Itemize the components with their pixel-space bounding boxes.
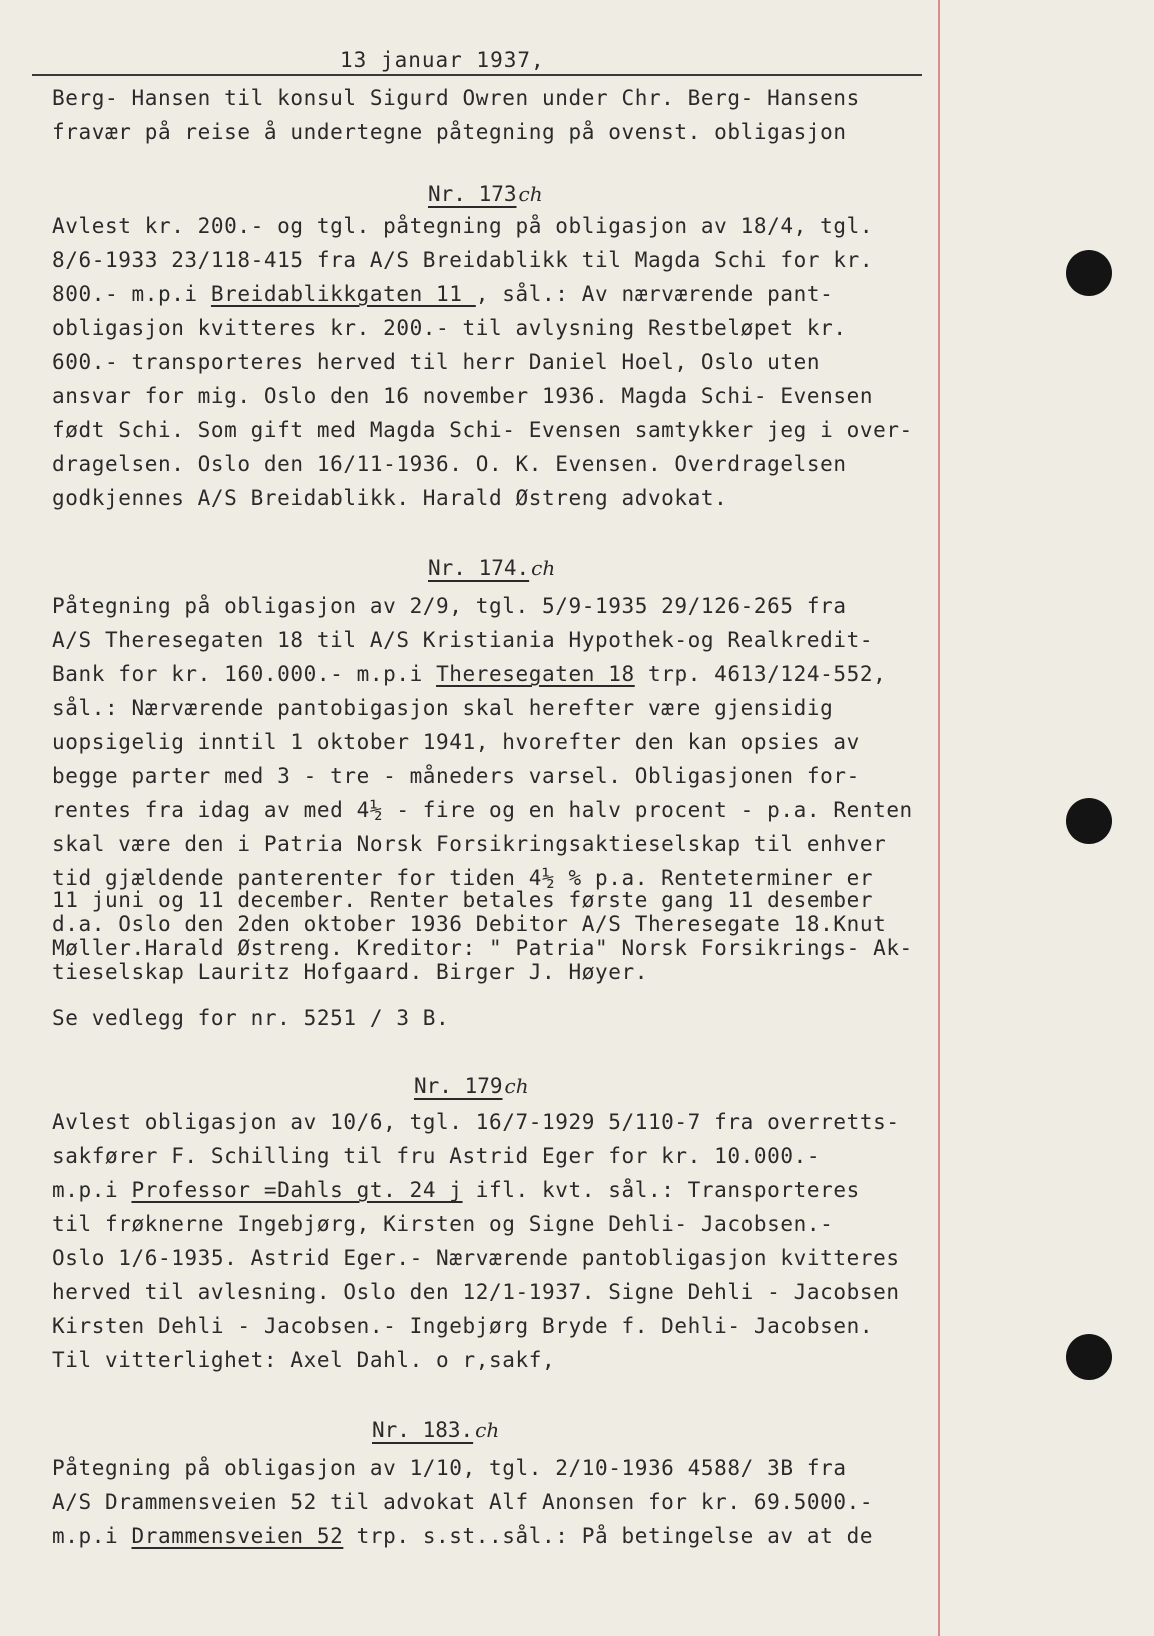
entry-number: Nr. 179 ch [414,1074,529,1098]
entry-line: Se vedlegg for nr. 5251 / 3 B. [52,1006,450,1030]
entry-line: Påtegning på obligasjon av 2/9, tgl. 5/9-1935 29/126-265 fra [52,594,847,618]
entry-line: uopsigelig inntil 1 oktober 1941, hvorefter den kan opsies av [52,730,860,754]
header-rule [32,74,922,76]
entry-line: A/S Drammensveien 52 til advokat Alf Anonsen for kr. 69.5000.- [52,1490,874,1514]
entry-line: Til vitterlighet: Axel Dahl. o r,sakf, [52,1348,556,1372]
intro-line: fravær på reise å undertegne påtegning på ovenst. obligasjon [52,120,847,144]
entry-line: Møller.Harald Østreng. Kreditor: " Patria" Norsk Forsikrings- Ak- [52,936,913,960]
entry-line: d.a. Oslo den 2den oktober 1936 Debitor A/S Theresegate 18.Knut [52,912,887,936]
entry-line: Avlest obligasjon av 10/6, tgl. 16/7-1929 5/110-7 fra overretts- [52,1110,900,1134]
punch-hole [1066,1334,1112,1380]
entry-line: til frøknerne Ingebjørg, Kirsten og Signe Dehli- Jacobsen.- [52,1212,834,1236]
entry-line: m.p.i Professor =Dahls gt. 24 j ifl. kvt. sål.: Transporteres [52,1178,860,1202]
entry-line: herved til avlesning. Oslo den 12/1-1937. Signe Dehli - Jacobsen [52,1280,900,1304]
property-address: Breidablikkgaten 11 [210,282,476,306]
entry-line: tieselskap Lauritz Hofgaard. Birger J. Høyer. [52,960,648,984]
entry-line: m.p.i Drammensveien 52 trp. s.st..sål.: På betingelse av at de [52,1524,874,1548]
initials-mark: ch [531,556,556,580]
entry-line: A/S Theresegaten 18 til A/S Kristiania Hypothek-og Realkredit- [52,628,874,652]
intro-line: Berg- Hansen til konsul Sigurd Owren under Chr. Berg- Hansens [52,86,860,110]
entry-line: Oslo 1/6-1935. Astrid Eger.- Nærværende pantobligasjon kvitteres [52,1246,900,1270]
property-address: Drammensveien 52 [131,1524,344,1548]
entry-line: skal være den i Patria Norsk Forsikringsaktieselskap til enhver [52,832,887,856]
initials-mark: ch [475,1418,500,1442]
entry-line: begge parter med 3 - tre - måneders varsel. Obligasjonen for- [52,764,860,788]
entry-line: 600.- transporteres herved til herr Daniel Hoel, Oslo uten [52,350,821,374]
entry-line: født Schi. Som gift med Magda Schi- Evensen samtykker jeg i over- [52,418,913,442]
initials-mark: ch [518,182,543,206]
punch-hole [1066,798,1112,844]
entry-line: 800.- m.p.i Breidablikkgaten 11 , sål.: Av nærværende pant- [52,282,834,306]
entry-line: 11 juni og 11 december. Renter betales første gang 11 desember [52,888,874,912]
entry-line: Avlest kr. 200.- og tgl. påtegning på obligasjon av 18/4, tgl. [52,214,874,238]
initials-mark: ch [504,1074,529,1098]
entry-line: Bank for kr. 160.000.- m.p.i Theresegaten 18 trp. 4613/124-552, [52,662,887,686]
entry-line: godkjennes A/S Breidablikk. Harald Østreng advokat. [52,486,728,510]
property-address: Theresegaten 18 [436,662,635,686]
entry-line: Kirsten Dehli - Jacobsen.- Ingebjørg Bryde f. Dehli- Jacobsen. [52,1314,874,1338]
entry-line: tid gjældende panterenter for tiden 4½ % p.a. Renteterminer er [52,866,874,890]
entry-line: ansvar for mig. Oslo den 16 november 1936. Magda Schi- Evensen [52,384,874,408]
punch-hole [1066,250,1112,296]
entry-number: Nr. 174. ch [428,556,556,580]
entry-line: sakfører F. Schilling til fru Astrid Eger for kr. 10.000.- [52,1144,821,1168]
entry-line: rentes fra idag av med 4½ - fire og en halv procent - p.a. Renten [52,798,913,822]
entry-line: sål.: Nærværende pantobigasjon skal herefter være gjensidig [52,696,834,720]
entry-line: 8/6-1933 23/118-415 fra A/S Breidablikk til Magda Schi for kr. [52,248,874,272]
entry-line: obligasjon kvitteres kr. 200.- til avlysning Restbeløpet kr. [52,316,847,340]
entry-line: Påtegning på obligasjon av 1/10, tgl. 2/10-1936 4588/ 3B fra [52,1456,847,1480]
property-address: Professor =Dahls gt. 24 j [131,1178,463,1202]
margin-rule [938,0,940,1636]
entry-line: dragelsen. Oslo den 16/11-1936. O. K. Evensen. Overdragelsen [52,452,847,476]
entry-number: Nr. 183. ch [372,1418,500,1442]
entry-number: Nr. 173 ch [428,182,543,206]
page-date: 13 januar 1937, [340,48,545,72]
